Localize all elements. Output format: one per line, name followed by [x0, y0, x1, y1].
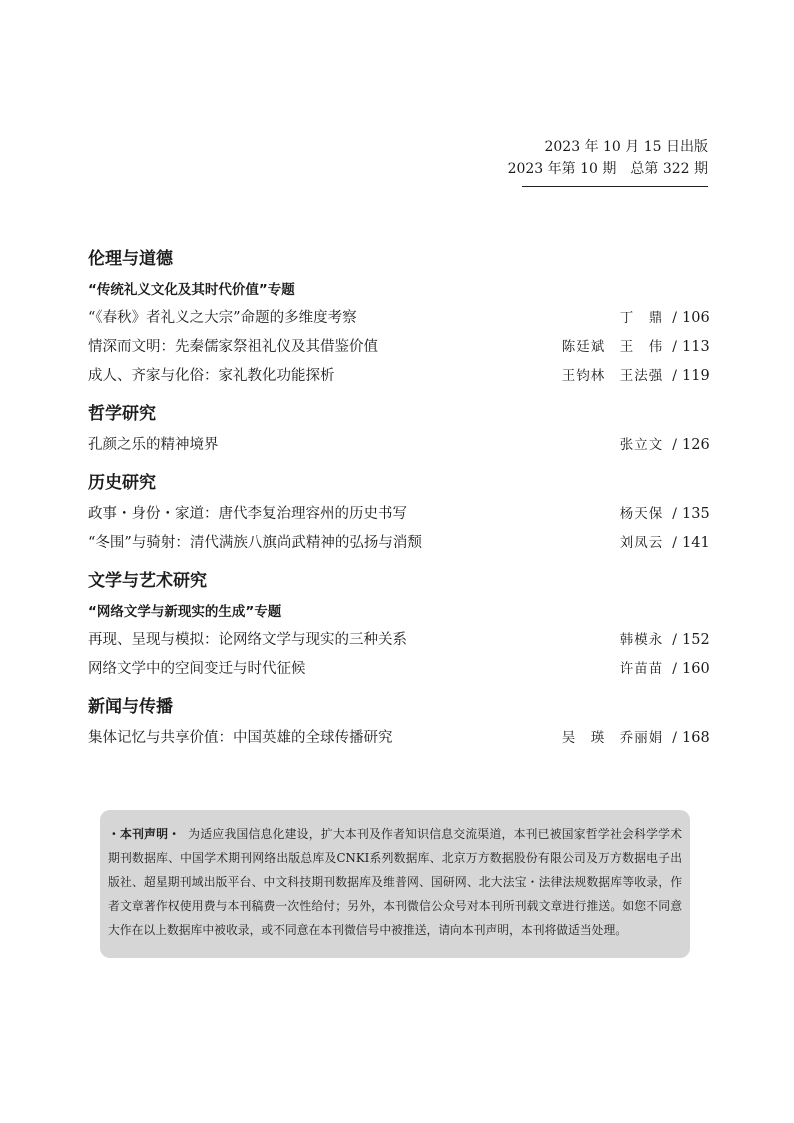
page-number: 141 [682, 535, 710, 551]
article-title: 成人、齐家与化俗：家礼教化功能探析 [88, 368, 335, 384]
publication-info [508, 136, 708, 187]
publication-date: 2023 年 10 月 15 日出版 [544, 139, 708, 155]
toc-entry[interactable] [88, 333, 708, 362]
page-number: 119 [682, 368, 710, 384]
separator: / [672, 730, 677, 746]
article-author: 陈廷斌 王 伟 [561, 339, 664, 355]
page-number: 113 [682, 339, 710, 355]
page-number: 160 [682, 661, 710, 677]
separator: / [672, 506, 677, 522]
article-author: 张立文 [619, 437, 664, 453]
topic-title: “网络文学与新现实的生成”专题 [88, 604, 282, 620]
toc-entry[interactable] [88, 655, 708, 684]
toc-entry[interactable] [88, 304, 708, 333]
section-title: 文学与艺术研究 [88, 571, 207, 591]
issue-number: 2023 年第 10 期 总第 322 期 [507, 161, 708, 177]
separator: / [672, 535, 677, 551]
notice-label: ・本刊声明・ [108, 827, 181, 841]
article-author: 刘凤云 [619, 535, 664, 551]
section-title: 哲学研究 [88, 404, 156, 424]
separator: / [672, 310, 677, 326]
article-title: 情深而文明：先秦儒家祭祖礼仪及其借鉴价值 [88, 339, 378, 355]
toc-entry[interactable] [88, 626, 708, 655]
toc-entry[interactable] [88, 500, 708, 529]
article-author: 许苗苗 [619, 661, 664, 677]
article-title: 政事・身份・家道：唐代李复治理容州的历史书写 [88, 506, 407, 522]
article-title: 孔颜之乐的精神境界 [88, 437, 219, 453]
section-title: 新闻与传播 [88, 697, 173, 717]
article-title: 集体记忆与共享价值：中国英雄的全球传播研究 [88, 730, 393, 746]
section-philosophy [88, 399, 708, 460]
article-author: 丁 鼎 [619, 310, 664, 326]
header-rule [522, 186, 708, 187]
separator: / [672, 632, 677, 648]
page-number: 126 [682, 437, 710, 453]
section-journalism [88, 692, 708, 753]
article-author: 杨天保 [619, 506, 664, 522]
topic-title: “传统礼义文化及其时代价值”专题 [88, 282, 295, 298]
page-number: 106 [682, 310, 710, 326]
toc-entry[interactable] [88, 431, 708, 460]
section-title: 伦理与道德 [88, 249, 173, 269]
notice-text: 为适应我国信息化建设，扩大本刊及作者知识信息交流渠道，本刊已被国家哲学社会科学学术期刊数据库、中国学术期刊网络出版总库及CNKI系列数据库、北京万方数据股份有限公司及万方数据电子出版社、超星期刊域出版平台、中文科技期刊数据库及维普网、国研网、北大法宝・法律法规数据库等收录，作者文章著作权使用费与本刊稿费一次性给付；另外，本刊微信公众号对本刊所刊载文章进行推送。如您不同意大作在以上数据库中被收录，或不同意在本刊微信号中被推送，请向本刊声明，本刊将做适当处理。 [108, 827, 682, 937]
journal-notice [100, 810, 690, 958]
toc-entry[interactable] [88, 724, 708, 753]
article-author: 王钧林 王法强 [561, 368, 664, 384]
article-title: 再现、呈现与模拟：论网络文学与现实的三种关系 [88, 632, 407, 648]
article-author: 吴 瑛 乔丽娟 [561, 730, 664, 746]
separator: / [672, 437, 677, 453]
article-title: “《春秋》者礼义之大宗”命题的多维度考察 [88, 310, 357, 326]
page-number: 135 [682, 506, 710, 522]
section-history [88, 468, 708, 558]
toc-entry[interactable] [88, 362, 708, 391]
separator: / [672, 368, 677, 384]
toc-entry[interactable] [88, 529, 708, 558]
table-of-contents [88, 244, 708, 761]
section-ethics [88, 244, 708, 391]
article-author: 韩模永 [619, 632, 664, 648]
separator: / [672, 661, 677, 677]
article-title: 网络文学中的空间变迁与时代征候 [88, 661, 306, 677]
section-title: 历史研究 [88, 473, 156, 493]
section-literature-art [88, 566, 708, 684]
article-title: “冬围”与骑射：清代满族八旗尚武精神的弘扬与消颓 [88, 535, 422, 551]
separator: / [672, 339, 677, 355]
page-number: 168 [682, 730, 710, 746]
page-number: 152 [682, 632, 710, 648]
